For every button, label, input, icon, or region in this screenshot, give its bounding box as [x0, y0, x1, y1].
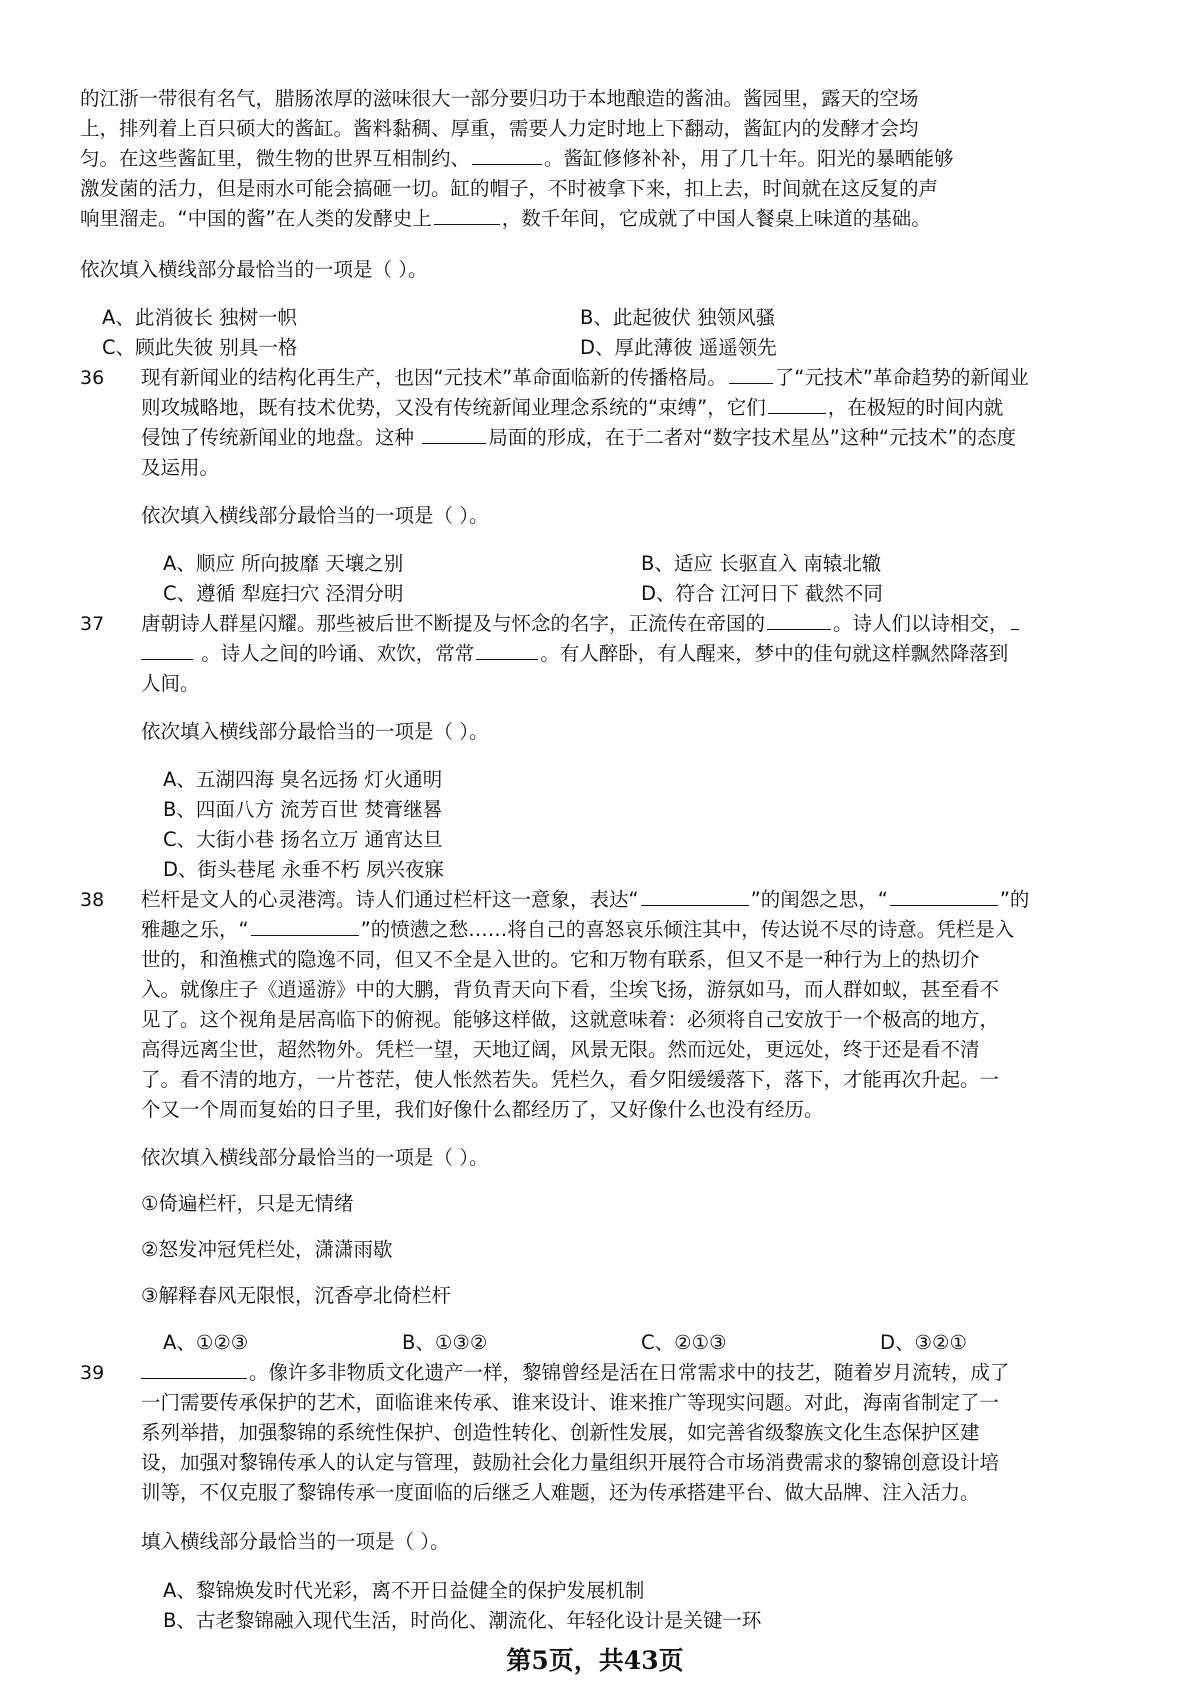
passage-line: 高得远离尘世，超然物外。凭栏一望，天地辽阔，风景无限。然而远处，更远处，终于还是看不清 — [141, 1038, 980, 1061]
option-d: D、符合 江河日下 截然不同 — [641, 582, 883, 605]
text-segment: 现有新闻业的结构化再生产，也因“元技术”革命面临新的传播格局。 — [141, 366, 727, 389]
text-segment: ，在极短的时间内就 — [827, 396, 1004, 419]
fill-blank — [476, 641, 538, 660]
text-segment: 了“元技术”革命趋势的新闻业 — [774, 366, 1029, 389]
passage-line: 激发菌的活力，但是雨水可能会搞砸一切。缸的帽子，不时被拿下来，扣上去，时间就在这反复的声 — [80, 177, 939, 200]
question-prompt: 填入横线部分最恰当的一项是（ ）。 — [141, 1530, 450, 1553]
fill-blank — [768, 395, 826, 414]
passage-line: 及运用。 — [141, 456, 220, 479]
text-segment: 局面的形成，在于二者对“数字技术星丛”这种“元技术”的态度 — [488, 426, 1017, 449]
question-prompt: 依次填入横线部分最恰当的一项是（ ）。 — [141, 720, 489, 743]
option-d: D、街头巷尾 永垂不朽 夙兴夜寐 — [163, 858, 444, 881]
text-segment: 响里溜走。“中国的酱”在人类的发酵史上 — [80, 207, 432, 230]
question-prompt: 依次填入横线部分最恰当的一项是（ ）。 — [141, 1146, 489, 1169]
passage-line — [141, 393, 1003, 423]
passage-line: 一门需要传承保护的艺术，面临谁来传承、谁来设计、谁来推广等现实问题。对此，海南省制定了一 — [141, 1391, 1000, 1414]
passage-line: 人间。 — [141, 672, 200, 695]
text-segment: ”的 — [999, 888, 1030, 911]
option-a: A、五湖四海 臭名远扬 灯火通明 — [163, 768, 443, 791]
passage-line — [141, 423, 1016, 453]
option-b: B、适应 长驱直入 南辕北辙 — [641, 552, 882, 575]
fill-blank — [641, 887, 749, 906]
option-c: C、遵循 犁庭扫穴 泾渭分明 — [163, 582, 404, 605]
passage-line — [141, 639, 1008, 669]
option-b: B、四面八方 流芳百世 焚膏继晷 — [163, 798, 443, 821]
fill-blank — [141, 1360, 247, 1379]
question-prompt: 依次填入横线部分最恰当的一项是（ ）。 — [141, 504, 489, 527]
question-prompt: 依次填入横线部分最恰当的一项是（ ）。 — [80, 258, 428, 281]
page-number-footer: 第5页，共43页 — [506, 1646, 684, 1675]
passage-line — [141, 609, 1021, 639]
passage-line: 世的，和渔樵式的隐逸不同，但又不全是入世的。它和万物有联系，但又不是一种行为上的热切介 — [141, 948, 980, 971]
option-a: A、黎锦焕发时代光彩，离不开日益健全的保护发展机制 — [163, 1579, 645, 1602]
text-segment: 匀。在这些酱缸里，微生物的世界互相制约、 — [80, 147, 471, 170]
option-c: C、大街小巷 扬名立万 通宵达旦 — [163, 828, 443, 851]
text-segment: 雅趣之乐，“ — [141, 918, 249, 941]
question-number: 38 — [80, 889, 105, 911]
passage-line: 系列举措，加强黎锦的系统性保护、创造性转化、创新性发展，如完善省级黎族文化生态保护区建 — [141, 1421, 980, 1444]
option-a: A、此消彼长 独树一帜 — [102, 306, 298, 329]
passage-line: 的江浙一带很有名气，腊肠浓厚的滋味很大一部分要归功于本地酿造的酱油。酱园里，露天的空场 — [80, 87, 919, 110]
text-segment: 栏杆是文人的心灵港湾。诗人们通过栏杆这一意象，表达“ — [141, 888, 639, 911]
fill-blank — [1011, 611, 1019, 630]
option-b: B、此起彼伏 独领风骚 — [580, 306, 776, 329]
text-segment: 则攻城略地，既有技术优势，又没有传统新闻业理念系统的“束缚”，它们 — [141, 396, 766, 419]
option-d: D、③②① — [880, 1331, 967, 1354]
text-segment: 。有人醉卧，有人醒来，梦中的佳句就这样飘然降落到 — [540, 642, 1009, 665]
passage-line — [141, 1358, 1010, 1388]
option-a: A、①②③ — [163, 1331, 249, 1354]
option-b: B、古老黎锦融入现代生活，时尚化、潮流化、年轻化设计是关键一环 — [163, 1609, 762, 1632]
fill-blank — [767, 611, 831, 630]
text-segment: 。诗人之间的吟诵、欢饮，常常 — [195, 642, 475, 665]
option-c: C、顾此失彼 别具一格 — [102, 336, 298, 359]
fill-blank — [422, 425, 486, 444]
text-segment: ”的闺怨之思，“ — [750, 888, 888, 911]
verse-item: ②怒发冲冠凭栏处，潇潇雨歇 — [141, 1238, 393, 1261]
option-c: C、②①③ — [641, 1331, 727, 1354]
question-number: 39 — [80, 1362, 105, 1384]
passage-line — [141, 885, 1029, 915]
option-b: B、①③② — [402, 1331, 488, 1354]
passage-line: 上，排列着上百只硕大的酱缸。酱料黏稠、厚重，需要人力定时地上下翻动，酱缸内的发酵才会均 — [80, 117, 919, 140]
passage-line: 见了。这个视角是居高临下的俯视。能够这样做，这就意味着：必须将自己安放于一个极高的地方， — [141, 1008, 1000, 1031]
passage-line — [80, 144, 954, 174]
fill-blank — [472, 146, 542, 165]
passage-line — [141, 915, 1014, 945]
text-segment: ”的愤懑之愁……将自己的喜怒哀乐倾注其中，传达说不尽的诗意。凭栏是入 — [360, 918, 1015, 941]
fill-blank — [729, 365, 773, 384]
passage-line: 了。看不清的地方，一片苍茫，使人怅然若失。凭栏久，看夕阳缓缓落下，落下，才能再次升起。一 — [141, 1068, 1000, 1091]
text-segment: 。像许多非物质文化遗产一样，黎锦曾经是活在日常需求中的技艺，随着岁月流转，成了 — [249, 1361, 1010, 1384]
question-number: 37 — [80, 613, 105, 635]
option-d: D、厚此薄彼 遥遥领先 — [580, 336, 777, 359]
text-segment: 侵蚀了传统新闻业的地盘。这种 — [141, 426, 421, 449]
fill-blank — [434, 206, 500, 225]
fill-blank — [141, 641, 193, 660]
text-segment: 。酱缸修修补补，用了几十年。阳光的暴晒能够 — [544, 147, 954, 170]
passage-line: 训等，不仅克服了黎锦传承一度面临的后继乏人难题，还为传承搭建平台、做大品牌、注入活力。 — [141, 1481, 980, 1504]
text-segment: 唐朝诗人群星闪耀。那些被后世不断提及与怀念的名字，正流传在帝国的 — [141, 612, 766, 635]
option-a: A、顺应 所向披靡 天壤之别 — [163, 552, 404, 575]
passage-line — [80, 204, 931, 234]
passage-line: 个又一个周而复始的日子里，我们好像什么都经历了，又好像什么也没有经历。 — [141, 1098, 824, 1121]
text-segment: 。诗人们以诗相交， — [833, 612, 1009, 635]
passage-line: 设，加强对黎锦传承人的认定与管理，鼓励社会化力量组织开展符合市场消费需求的黎锦创意设计培 — [141, 1451, 1000, 1474]
fill-blank — [251, 917, 359, 936]
text-segment: ，数千年间，它成就了中国人餐桌上味道的基础。 — [501, 207, 931, 230]
fill-blank — [890, 887, 998, 906]
question-number: 36 — [80, 367, 105, 389]
verse-item: ③解释春风无限恨，沉香亭北倚栏杆 — [141, 1284, 451, 1307]
passage-line: 入。就像庄子《逍遥游》中的大鹏，背负青天向下看，尘埃飞扬，游氛如马，而人群如蚁，甚至看不 — [141, 978, 1000, 1001]
passage-line — [141, 363, 1029, 393]
verse-item: ①倚遍栏杆，只是无情绪 — [141, 1192, 354, 1215]
